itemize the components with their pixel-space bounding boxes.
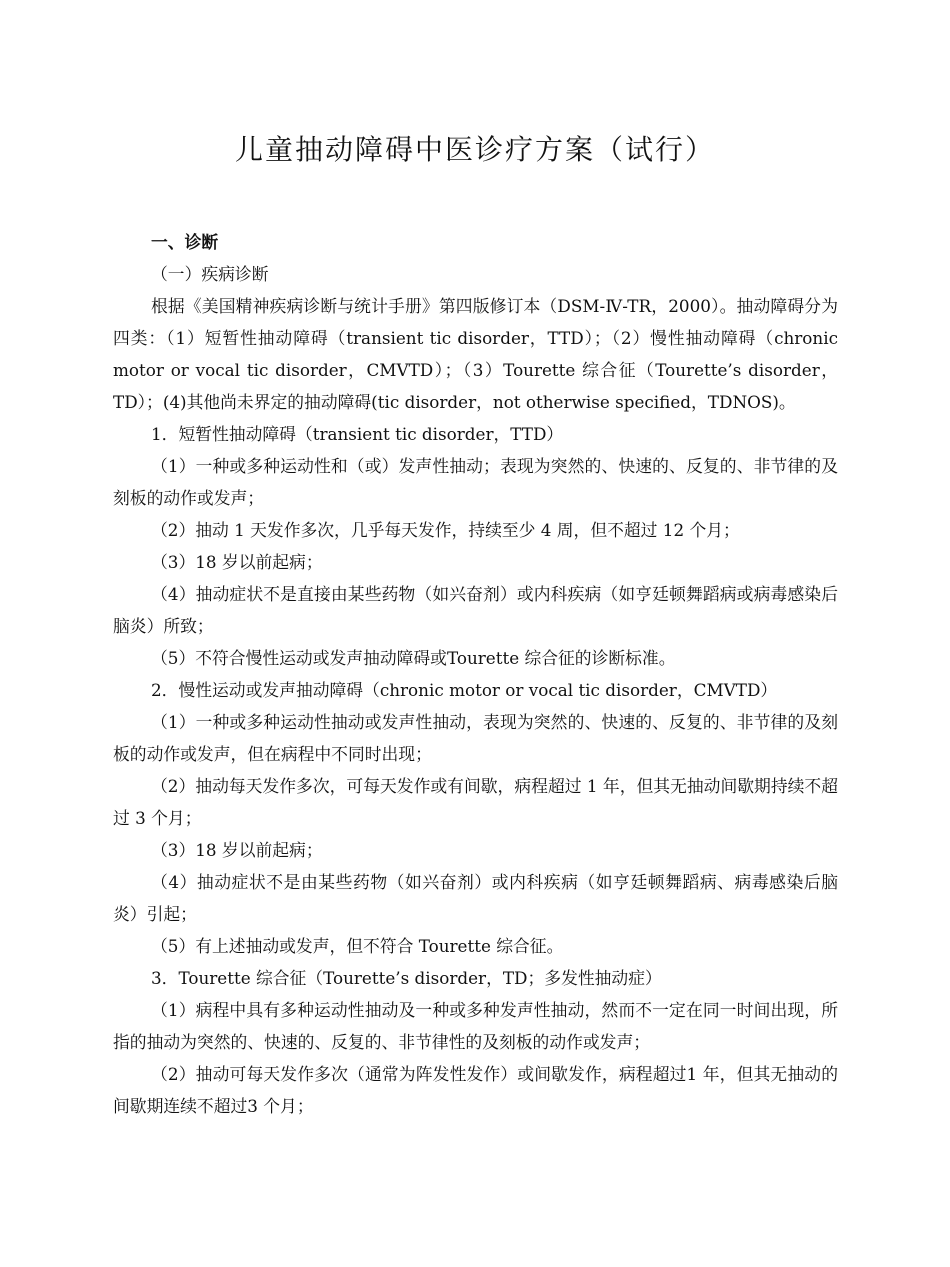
cmvtd-criterion-4: （4）抽动症状不是由某些药物（如兴奋剂）或内科疾病（如亨廷顿舞蹈病、病毒感染后脑炎）引起； [113,872,838,924]
intro-paragraph: 根据《美国精神疾病诊断与统计手册》第四版修订本（DSM-Ⅳ-TR，2000）。抽动障碍分为四类：（1）短暂性抽动障碍（transient tic disorder，TTD）；（2）慢性抽动障碍（chronic motor or vocal tic disorder，CMVTD）；（3）Tourette 综合征（Tourette’s disorder，TD）；(4)其他尚未界定的抽动障碍(tic disorder，not otherwise specified，TDNOS)。 [113,296,838,412]
td-heading: 3．Tourette 综合征（Tourette’s disorder，TD；多发性抽动症） [151,968,662,988]
subsection-heading-disease-diagnosis: （一）疾病诊断 [151,264,269,284]
ttd-criterion-5: （5）不符合慢性运动或发声抽动障碍或Tourette 综合征的诊断标准。 [151,648,676,668]
cmvtd-criterion-1: （1）一种或多种运动性抽动或发声性抽动，表现为突然的、快速的、反复的、非节律的及刻板的动作或发声，但在病程中不同时出现； [113,712,838,764]
ttd-criterion-2: （2）抽动 1 天发作多次，几乎每天发作，持续至少 4 周，但不超过 12 个月； [151,520,740,540]
ttd-criterion-3: （3）18 岁以前起病； [151,552,323,572]
cmvtd-heading: 2．慢性运动或发声抽动障碍（chronic motor or vocal tic disorder，CMVTD） [151,680,778,700]
td-criterion-1: （1）病程中具有多种运动性抽动及一种或多种发声性抽动，然而不一定在同一时间出现，所指的抽动为突然的、快速的、反复的、非节律性的及刻板的动作或发声； [113,1000,838,1052]
ttd-heading: 1．短暂性抽动障碍（transient tic disorder，TTD） [151,424,564,444]
ttd-criterion-1: （1）一种或多种运动性和（或）发声性抽动；表现为突然的、快速的、反复的、非节律的及刻板的动作或发声； [113,456,838,508]
ttd-criterion-4: （4）抽动症状不是直接由某些药物（如兴奋剂）或内科疾病（如亨廷顿舞蹈病或病毒感染后脑炎）所致； [113,584,838,636]
document-body [113,226,838,1122]
cmvtd-criterion-5: （5）有上述抽动或发声，但不符合 Tourette 综合征。 [151,936,564,956]
cmvtd-criterion-2: （2）抽动每天发作多次，可每天发作或有间歇，病程超过 1 年，但其无抽动间歇期持续不超过 3 个月； [113,776,838,828]
section-heading-diagnosis: 一、诊断 [151,232,219,252]
cmvtd-criterion-3: （3）18 岁以前起病； [151,840,323,860]
document-title: 儿童抽动障碍中医诊疗方案（试行） [234,133,715,166]
td-criterion-2: （2）抽动可每天发作多次（通常为阵发性发作）或间歇发作，病程超过1 年，但其无抽动的间歇期连续不超过3 个月； [113,1064,838,1116]
